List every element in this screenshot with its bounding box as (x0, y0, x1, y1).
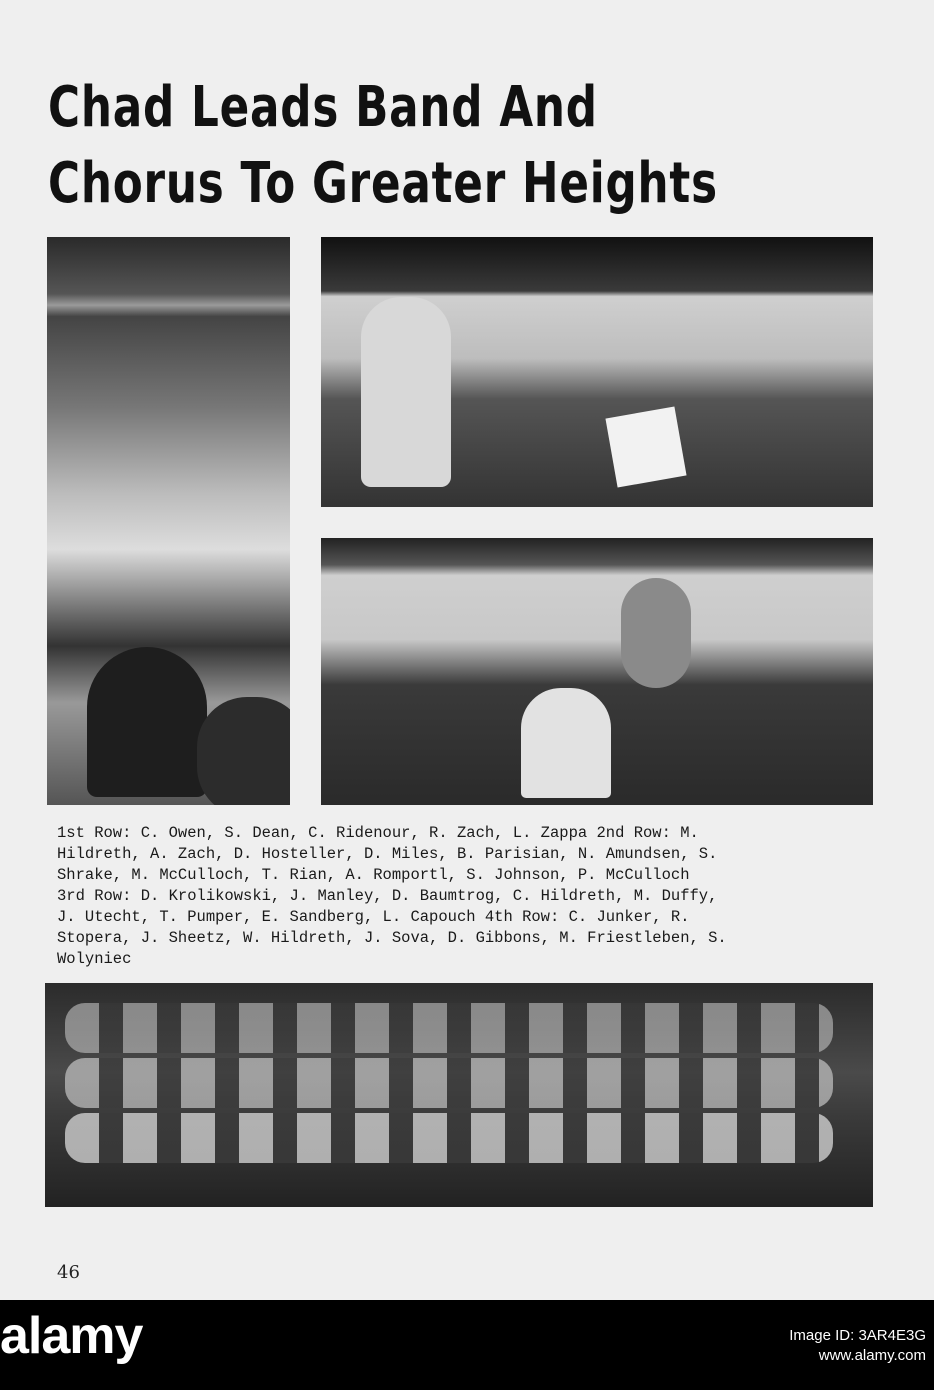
page-number: 46 (57, 1262, 80, 1283)
photo-conductor-leading-band (321, 237, 873, 507)
caption-line: 1st Row: C. Owen, S. Dean, C. Ridenour, R. Zach, L. Zappa 2nd Row: M. (57, 824, 699, 842)
caption-line: Shrake, M. McCulloch, T. Rian, A. Romportl, S. Johnson, P. McCulloch (57, 866, 690, 884)
stock-brand-logo: alamy (0, 1307, 143, 1365)
photo-caption (57, 823, 857, 970)
caption-line: Stopera, J. Sheetz, W. Hildreth, J. Sova, D. Gibbons, M. Friestleben, S. (57, 929, 727, 947)
photo-band-rehearsal (321, 538, 873, 805)
headline-line-1: Chad Leads Band And (48, 75, 598, 140)
photo-student-in-bleachers (47, 237, 290, 805)
caption-line: 3rd Row: D. Krolikowski, J. Manley, D. Baumtrog, C. Hildreth, M. Duffy, (57, 887, 718, 905)
caption-line: Wolyniec (57, 950, 132, 968)
caption-line: Hildreth, A. Zach, D. Hosteller, D. Miles, B. Parisian, N. Amundsen, S. (57, 845, 718, 863)
page-headline (48, 70, 719, 222)
stock-footer-bar (0, 1300, 934, 1390)
caption-line: J. Utecht, T. Pumper, E. Sandberg, L. Capouch 4th Row: C. Junker, R. (57, 908, 690, 926)
photo-band-group-portrait (45, 983, 873, 1207)
stock-site: www.alamy.com (818, 1347, 926, 1364)
stock-image-id: Image ID: 3AR4E3G (789, 1327, 926, 1344)
headline-line-2: Chorus To Greater Heights (48, 151, 718, 216)
stock-info (789, 1326, 926, 1366)
